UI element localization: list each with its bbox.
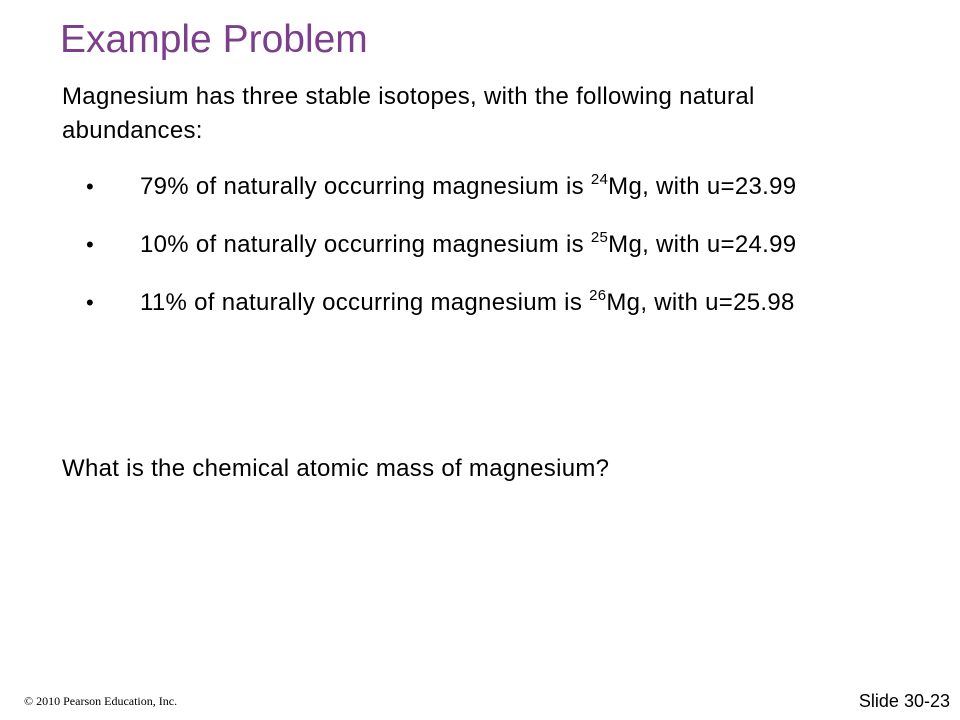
bullet-suffix: Mg, with u=24.99 <box>608 231 797 258</box>
copyright-notice: © 2010 Pearson Education, Inc. <box>24 694 178 708</box>
bullet-suffix: Mg, with u=25.98 <box>606 289 795 316</box>
list-item <box>62 228 822 262</box>
mass-number: 26 <box>589 287 607 304</box>
bullet-icon: • <box>86 290 95 315</box>
bullet-suffix: Mg, with u=23.99 <box>608 173 797 200</box>
bullet-icon: • <box>86 232 95 257</box>
bullet-icon: • <box>86 174 95 199</box>
bullet-prefix: 79% of naturally occurring magnesium is <box>140 173 591 200</box>
mass-number: 24 <box>590 171 609 188</box>
isotope-list <box>62 170 822 344</box>
list-item <box>62 286 822 320</box>
list-item <box>62 170 822 204</box>
question-text: What is the chemical atomic mass of magnesium? <box>62 455 610 482</box>
bullet-prefix: 11% of naturally occurring magnesium is <box>140 289 590 316</box>
mass-number: 25 <box>590 229 609 246</box>
slide-number: Slide 30-23 <box>858 691 950 711</box>
slide-title: Example Problem <box>60 18 368 61</box>
intro-text: Magnesium has three stable isotopes, with the following natural abundances: <box>62 83 755 144</box>
bullet-prefix: 10% of naturally occurring magnesium is <box>140 231 591 258</box>
